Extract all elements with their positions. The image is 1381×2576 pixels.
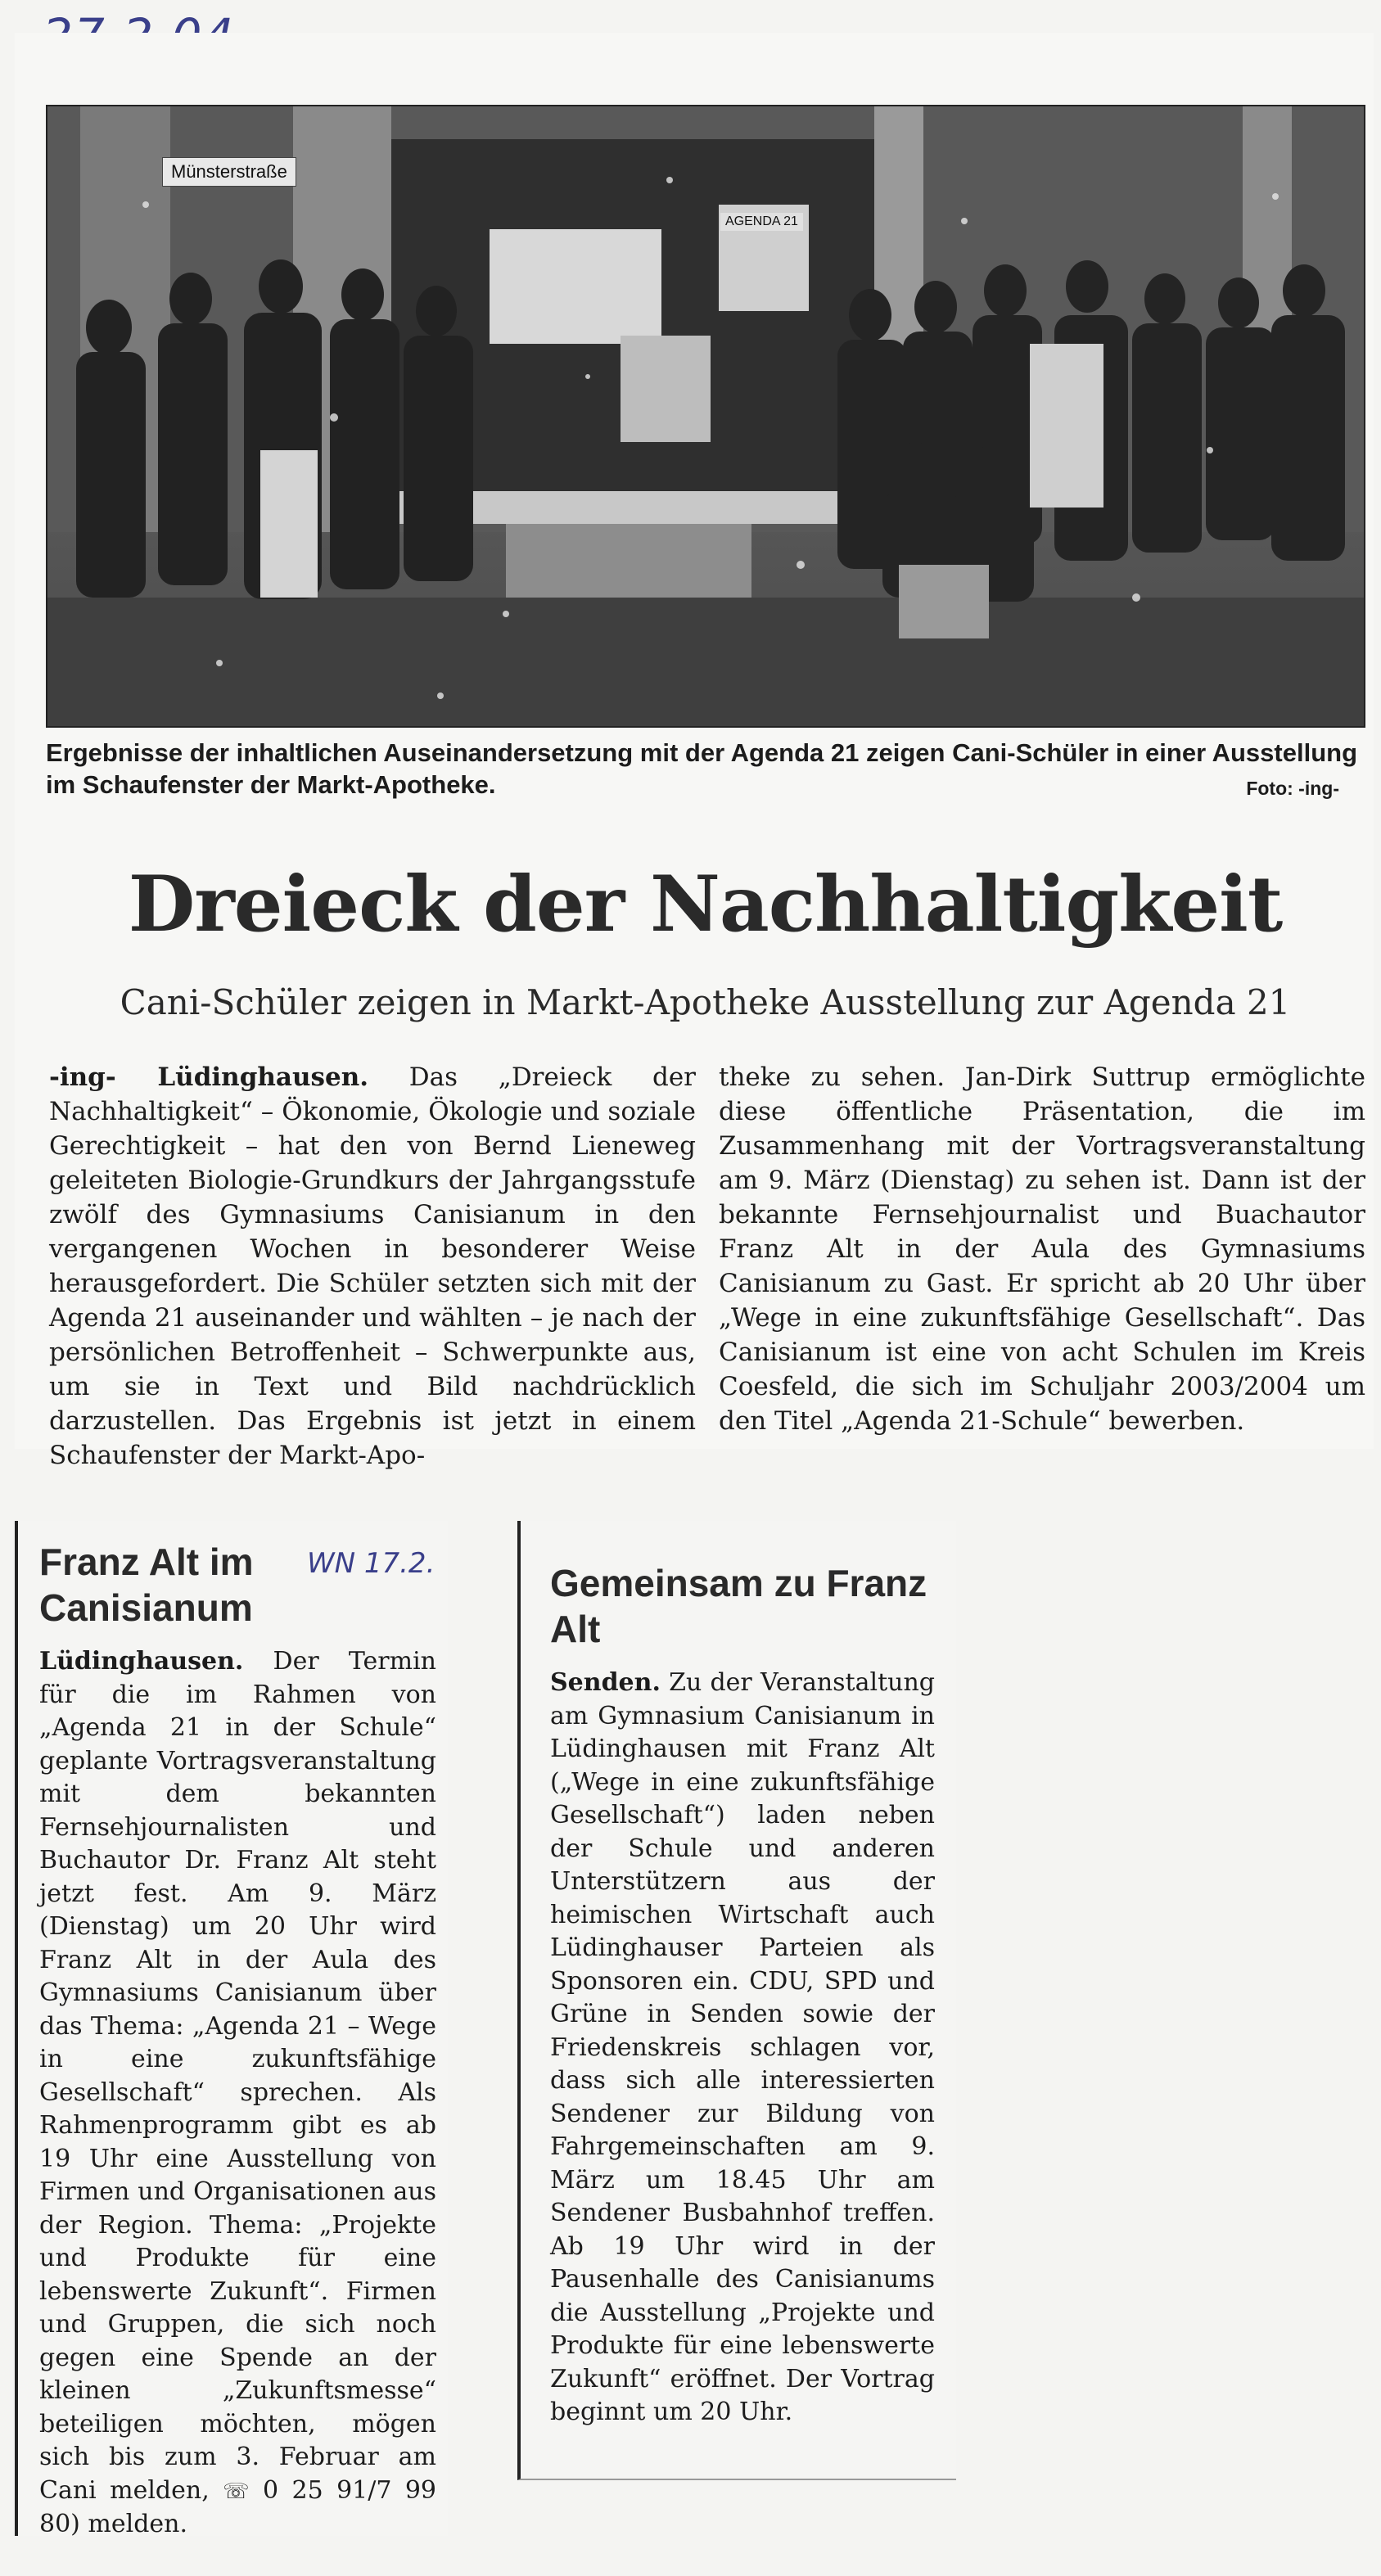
article-photo xyxy=(46,105,1365,728)
phone-icon: ☏ xyxy=(223,2479,250,2504)
box-1-dateline: Lüdinghausen. xyxy=(39,1647,244,1676)
subheadline: Cani-Schüler zeigen in Markt-Apotheke Ausstellung zur Agenda 21 xyxy=(120,982,1291,1022)
headline: Dreieck der Nachhaltigkeit xyxy=(128,859,1283,950)
main-article-clipping xyxy=(15,33,1374,1470)
box-2-title: Gemeinsam zu Franz Alt xyxy=(550,1562,927,1650)
photo-credit: Foto: -ing- xyxy=(1246,778,1339,799)
article-column-2-text: theke zu sehen. Jan-Dirk Suttrup ermöglichte diese öffentliche Präsentation, die im Zusammenhang mit der Vortragsveranstaltung am 9. März (Dienstag) zu sehen ist. Dann ist der bekannte Fernsehjournalist und Buachautor Franz Alt in der Aula des Gymnasiums Canisianum zu Gast. Er spricht ab 20 Uhr über „Wege in eine zukunftsfähige Gesellschaft“. Das Canisianum ist eine von acht Schulen im Kreis Coesfeld, die sich im Schuljahr 2003/2004 um den Titel „Agenda 21-Schule“ bewerben. xyxy=(719,1062,1365,1436)
article-column-2 xyxy=(719,1060,1365,1438)
article-dateline: -ing- Lüdinghausen. xyxy=(49,1062,369,1092)
box-2-dateline: Senden. xyxy=(550,1668,661,1697)
box-1-phone: 0 25 91/7 99 80) melden. xyxy=(39,2475,436,2538)
street-sign: Münsterstraße xyxy=(162,157,296,187)
photo-illustration xyxy=(47,106,1364,726)
article-column-1-text: Das „Dreieck der Nachhaltigkeit“ – Ökonomie, Ökologie und soziale Gerechtigkeit – hat den von Bernd Lieneweg geleiteten Biologie-Grundkurs der Jahrgangsstufe zwölf des Gymnasiums Canisianum in den vergangenen Wochen in besonderer Weise herausgefordert. Die Schüler setzten sich mit der Agenda 21 auseinander und wählten – je nach der persönlichen Betroffenheit – Schwerpunkte aus, um sie in Text und Bild nachdrücklich darzustellen. Das Ergebnis ist jetzt in einem Schaufenster der Markt-Apo- xyxy=(49,1062,696,1470)
box-1-text: Der Termin für die im Rahmen von „Agenda 21 in der Schule“ geplante Vortragsveranstaltung mit dem bekannten Fernsehjournalisten und Buchautor Dr. Franz Alt steht jetzt fest. Am 9. März (Dienstag) um 20 Uhr wird Franz Alt in der Aula des Gymnasiums Canisianum über das Thema: „Agenda 21 – Wege in eine zukunftsfähige Gesellschaft“ sprechen. Als Rahmenprogramm gibt es ab 19 Uhr eine Ausstellung von Firmen und Organisationen aus der Region. Thema: „Projekte und Produkte für eine lebenswerte Zukunft“. Firmen und Gruppen, die sich noch gegen eine Spende an der kleinen „Zukunftsmesse“ beteiligen möchten, mögen sich bis zum 3. Februar am Cani melden, xyxy=(39,1647,436,2505)
box-2-text: Zu der Veranstaltung am Gymnasium Canisianum in Lüdinghausen mit Franz Alt („Wege in eine zukunftsfähige Gesellschaft“) laden neben der Schule und anderen Unterstützern aus der heimischen Wirtschaft auch Lüdinghauser Parteien als Sponsoren ein. CDU, SPD und Grüne in Senden sowie der Friedenskreis schlagen vor, dass sich alle interessierten Sendener zur Bildung von Fahrgemeinschaften am 9. März um 18.45 Uhr am Sendener Busbahnhof treffen. Ab 19 Uhr wird in der Pausenhalle des Canisianums die Ausstellung „Projekte und Produkte für eine lebenswerte Zukunft“ eröffnet. Der Vortrag beginnt um 20 Uhr. xyxy=(550,1668,935,2426)
box-2-body xyxy=(550,1667,935,2429)
box-1-title: Franz Alt im Canisianum xyxy=(39,1541,254,1629)
photo-caption: Ergebnisse der inhaltlichen Auseinandersetzung mit der Agenda 21 zeigen Cani-Schüler in einer Ausstellung im Schaufenster der Markt-Apotheke. xyxy=(46,738,1358,799)
handwritten-margin-note: WN 17.2. xyxy=(307,1547,436,1580)
news-box-gemeinsam-zu-franz-alt xyxy=(517,1521,956,2480)
poster-label: AGENDA 21 xyxy=(720,213,803,231)
article-column-1 xyxy=(49,1060,696,1473)
box-1-body xyxy=(39,1645,436,2542)
news-box-franz-alt-im-canisianum xyxy=(15,1521,448,2536)
